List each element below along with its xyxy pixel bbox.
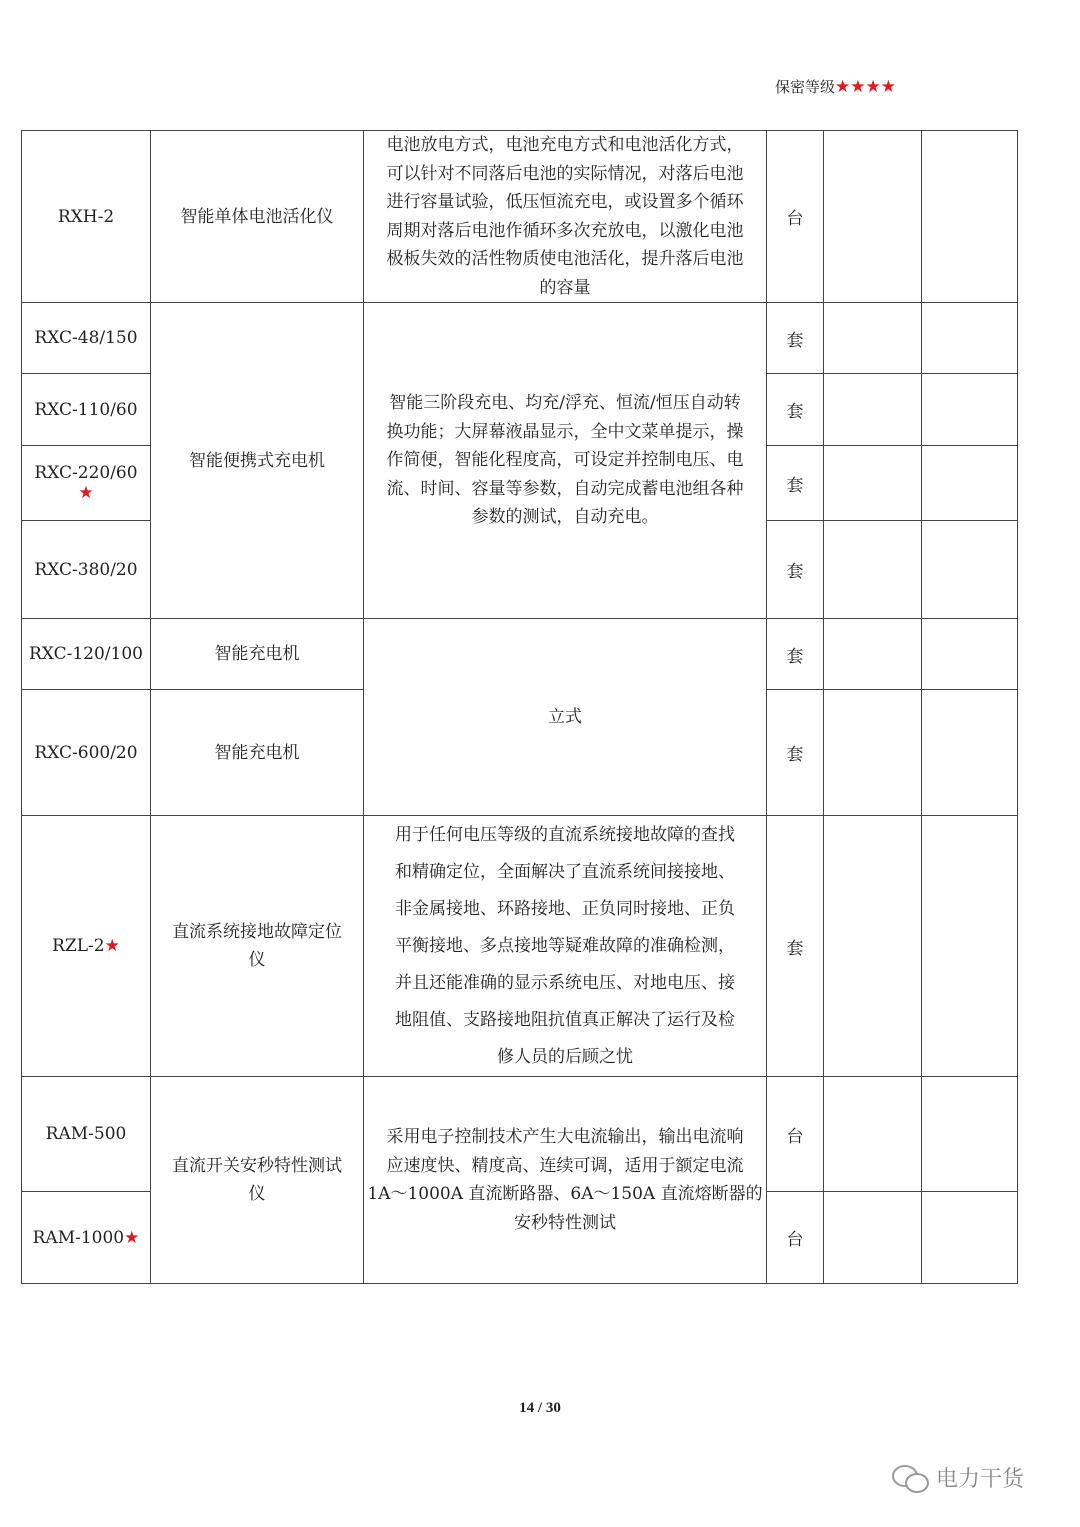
empty-cell	[824, 446, 922, 521]
unit-cell: 套	[767, 374, 824, 446]
empty-cell	[824, 1192, 922, 1284]
name-cell	[151, 816, 364, 1077]
model-text: RZL-2	[52, 936, 105, 956]
empty-cell	[922, 374, 1018, 446]
description-cell	[364, 816, 767, 1077]
model-cell	[22, 816, 151, 1077]
table-row	[22, 619, 1018, 690]
description-cell	[364, 303, 767, 619]
empty-cell	[824, 619, 922, 690]
classification-header	[775, 76, 896, 97]
desc-line: 参数的测试，自动充电。	[471, 507, 659, 528]
desc-line: 作简便，智能化程度高，可设定并控制电压、电	[386, 450, 744, 471]
empty-cell	[824, 816, 922, 1077]
desc-line: 周期对落后电池作循环多次充放电，以激化电池	[386, 220, 744, 241]
description-cell	[364, 1077, 767, 1284]
desc-line: 安秒特性测试	[514, 1212, 616, 1233]
unit-cell: 套	[767, 816, 824, 1077]
desc-line: 用于任何电压等级的直流系统接地故障的查找	[395, 824, 735, 845]
model-text: RXC-220/60	[34, 463, 138, 483]
desc-line: 非金属接地、环路接地、正负同时接地、正负	[395, 898, 735, 919]
equipment-table	[21, 130, 1018, 1284]
empty-cell	[824, 521, 922, 619]
desc-line: 地阻值、支路接地阻抗值真正解决了运行及检	[395, 1009, 735, 1030]
desc-line: 修人员的后顾之忧	[497, 1046, 633, 1067]
name-cell: 智能单体电池活化仪	[151, 131, 364, 303]
desc-line: 采用电子控制技术产生大电流输出，输出电流响	[386, 1127, 744, 1147]
model-cell: RAM-500	[22, 1077, 151, 1192]
model-cell: RXC-380/20	[22, 521, 151, 619]
name-line: 直流开关安秒特性测试	[172, 1156, 342, 1176]
name-line: 直流系统接地故障定位	[172, 922, 342, 942]
unit-cell: 套	[767, 303, 824, 374]
model-cell	[22, 1192, 151, 1284]
wechat-icon	[892, 1463, 930, 1493]
name-cell	[151, 1077, 364, 1284]
classification-stars: ★★★★	[835, 77, 896, 97]
desc-line: 进行容量试验，低压恒流充电，或设置多个循环	[386, 192, 744, 212]
desc-line: 智能三阶段充电、均充/浮充、恒流/恒压自动转	[389, 393, 741, 414]
model-cell: RXC-110/60	[22, 374, 151, 446]
model-cell: RXC-600/20	[22, 690, 151, 816]
empty-cell	[922, 1077, 1018, 1192]
description-cell: 立式	[364, 619, 767, 816]
name-cell: 智能充电机	[151, 690, 364, 816]
desc-line: 并且还能准确的显示系统电压、对地电压、接	[395, 972, 735, 993]
model-cell: RXC-120/100	[22, 619, 151, 690]
empty-cell	[922, 521, 1018, 619]
empty-cell	[922, 690, 1018, 816]
name-line: 仪	[248, 950, 266, 970]
name-cell: 智能便携式充电机	[151, 303, 364, 619]
empty-cell	[824, 131, 922, 303]
table-row	[22, 131, 1018, 303]
unit-cell: 套	[767, 446, 824, 521]
star-icon: ★	[124, 1227, 140, 1248]
desc-line: 平衡接地、多点接地等疑难故障的准确检测，	[395, 935, 735, 956]
star-icon: ★	[78, 483, 94, 503]
model-cell: RXC-48/150	[22, 303, 151, 374]
unit-cell: 套	[767, 690, 824, 816]
empty-cell	[922, 816, 1018, 1077]
empty-cell	[824, 1077, 922, 1192]
desc-line: 应速度快、精度高、连续可调，适用于额定电流	[386, 1155, 744, 1176]
name-line: 仪	[248, 1184, 266, 1204]
desc-line: 换功能；大屏幕液晶显示，全中文菜单提示，操	[386, 421, 744, 442]
model-cell	[22, 446, 151, 521]
empty-cell	[922, 446, 1018, 521]
watermark	[892, 1462, 1024, 1493]
empty-cell	[824, 690, 922, 816]
empty-cell	[922, 131, 1018, 303]
empty-cell	[922, 303, 1018, 374]
star-icon: ★	[104, 936, 120, 956]
unit-cell: 套	[767, 521, 824, 619]
empty-cell	[922, 1192, 1018, 1284]
model-text: RAM-1000	[32, 1227, 125, 1248]
name-cell: 智能充电机	[151, 619, 364, 690]
watermark-text: 电力干货	[936, 1467, 1025, 1492]
empty-cell	[824, 374, 922, 446]
desc-line: 的容量	[539, 277, 591, 298]
model-cell: RXH-2	[22, 131, 151, 303]
empty-cell	[922, 619, 1018, 690]
table-row	[22, 816, 1018, 1077]
table-row	[22, 1077, 1018, 1192]
unit-cell: 台	[767, 131, 824, 303]
table-row	[22, 303, 1018, 374]
classification-label: 保密等级	[775, 78, 836, 96]
desc-line: 1A～1000A 直流断路器、6A～150A 直流熔断器的	[367, 1184, 763, 1204]
unit-cell: 台	[767, 1192, 824, 1284]
desc-line: 电池放电方式，电池充电方式和电池活化方式，	[386, 135, 744, 155]
page-number: 14 / 30	[519, 1400, 561, 1416]
desc-line: 和精确定位，全面解决了直流系统间接接地、	[395, 861, 735, 882]
unit-cell: 套	[767, 619, 824, 690]
description-cell	[364, 131, 767, 303]
unit-cell: 台	[767, 1077, 824, 1192]
desc-line: 可以针对不同落后电池的实际情况，对落后电池	[386, 163, 744, 184]
desc-line: 极板失效的活性物质使电池活化，提升落后电池	[386, 249, 744, 269]
empty-cell	[824, 303, 922, 374]
desc-line: 流、时间、容量等参数，自动完成蓄电池组各种	[386, 478, 744, 499]
